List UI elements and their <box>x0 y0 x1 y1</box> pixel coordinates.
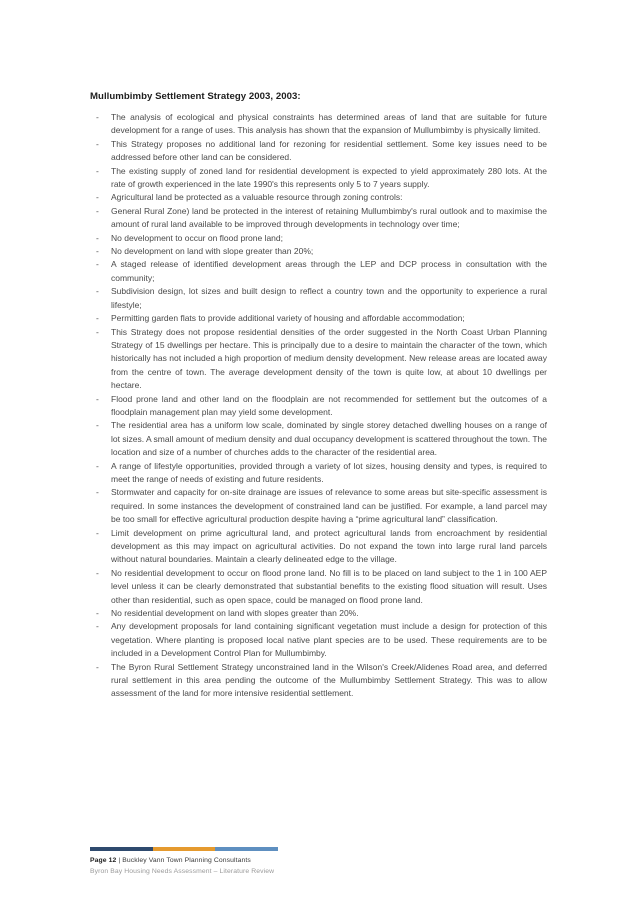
list-item <box>96 486 547 526</box>
list-item-text: The Byron Rural Settlement Strategy unconstrained land in the Wilson's Creek/Alidenes Road area, and deferred rural settlement in this area pending the outcome of the Mullumbimby Settlement Strategy. This was to allow assessment of the land for more intensive residential settlement. <box>111 661 547 699</box>
bullet-dash: - <box>96 567 99 578</box>
page-number: Page 12 <box>90 857 117 864</box>
bullet-dash: - <box>96 205 99 216</box>
bullet-dash: - <box>96 246 99 257</box>
list-item <box>96 205 547 232</box>
list-item <box>96 326 547 393</box>
footer-separator: | <box>116 857 123 864</box>
footer-page-info <box>90 857 251 864</box>
bullet-dash: - <box>96 112 99 122</box>
bullet-dash: - <box>96 608 99 619</box>
list-item <box>96 138 547 165</box>
list-item-text: Permitting garden flats to provide additional variety of housing and affordable accommodation; <box>111 313 465 324</box>
list-item <box>96 620 547 660</box>
bullet-dash: - <box>96 192 99 203</box>
bullet-dash: - <box>96 621 99 632</box>
list-item <box>96 393 547 420</box>
footer-bar-orange-segment <box>153 847 216 851</box>
bullet-dash: - <box>96 232 99 243</box>
strategy-bullet-list <box>96 111 547 701</box>
bullet-dash: - <box>96 286 99 297</box>
list-item-text: Stormwater and capacity for on-site drainage are issues of relevance to some areas but site-specific assessment is required. In some instances the development of constrained land can be justified. For example, a land parcel may be too small for effective agricultural production despite having a “prime agricultural land” classification. <box>111 487 547 525</box>
section-heading: Mullumbimby Settlement Strategy 2003, 2003: <box>90 91 301 102</box>
list-item <box>96 245 547 258</box>
bullet-dash: - <box>96 393 99 404</box>
list-item-text: Flood prone land and other land on the floodplain are not recommended for settlement but the outcomes of a floodplain management plan may yield some development. <box>111 393 547 417</box>
list-item <box>96 527 547 567</box>
list-item-text: Limit development on prime agricultural land, and protect agricultural lands from encroachment by residential development as this may impact on agricultural activities. Do not expand the town into large rural land parcels without natural boundaries. Maintain a clearly delineated edge to the village. <box>111 527 547 565</box>
list-item-text: No residential development to occur on flood prone land. No fill is to be placed on land subject to the 1 in 100 AEP level unless it can be clearly demonstrated that substantial benefits to the existing flood situation will result. Uses other than residential, such as open space, could be managed on flood prone land. <box>111 567 547 605</box>
list-item <box>96 165 547 192</box>
bullet-dash: - <box>96 138 99 149</box>
list-item <box>96 567 547 607</box>
bullet-dash: - <box>96 420 99 431</box>
list-item <box>96 258 547 285</box>
document-title: Byron Bay Housing Needs Assessment – Literature Review <box>90 868 275 875</box>
list-item-text: Any development proposals for land containing significant vegetation must include a design for protection of this vegetation. Where planting is proposed local native plant species are to be used. These requirements are to be included in a Development Control Plan for Mullumbimby. <box>111 621 547 659</box>
list-item-text: The existing supply of zoned land for residential development is expected to yield approximately 280 lots. At the rate of growth experienced in the late 1990's this represents only 5 to 7 years supply. <box>111 165 547 190</box>
list-item-text: No residential development on land with slopes greater than 20%. <box>111 608 359 619</box>
bullet-dash: - <box>96 460 99 471</box>
bullet-dash: - <box>96 527 99 538</box>
list-item <box>96 312 547 325</box>
list-item-text: No development on land with slope greater than 20%; <box>111 246 314 257</box>
company-name: Buckley Vann Town Planning Consultants <box>122 857 251 864</box>
list-item-text: A staged release of identified development areas through the LEP and DCP process in consultation with the community; <box>111 259 547 283</box>
list-item-text: General Rural Zone) land be protected in the interest of retaining Mullumbimby's rural outlook and to maximise the amount of rural land available to be improved through developments in technology over time; <box>111 205 547 230</box>
list-item-text: The residential area has a uniform low scale, dominated by single storey detached dwelling houses on a range of lot sizes. A small amount of medium density and dual occupancy development is scattered throughout the town. The location and size of a number of churches adds to the character of the residential area. <box>111 420 547 458</box>
footer-color-bar <box>90 847 278 851</box>
bullet-dash: - <box>96 326 99 337</box>
list-item-text: No development to occur on flood prone land; <box>111 232 284 243</box>
footer-bar-light-blue-segment <box>215 847 278 851</box>
list-item <box>96 607 547 620</box>
list-item <box>96 191 547 204</box>
footer-bar-blue-segment <box>90 847 153 851</box>
list-item <box>96 460 547 487</box>
list-item-text: Agricultural land be protected as a valuable resource through zoning controls: <box>111 192 403 203</box>
bullet-dash: - <box>96 313 99 324</box>
bullet-dash: - <box>96 165 99 176</box>
list-item <box>96 111 547 138</box>
list-item <box>96 285 547 312</box>
list-item-text: The analysis of ecological and physical constraints has determined areas of land that are suitable for future development for a range of uses. This analysis has shown that the expansion of Mullumbimby is physically limited. <box>111 112 547 136</box>
bullet-dash: - <box>96 487 99 498</box>
bullet-dash: - <box>96 661 99 672</box>
bullet-dash: - <box>96 259 99 270</box>
list-item-text: This Strategy does not propose residential densities of the order suggested in the North Coast Urban Planning Strategy of 15 dwellings per hectare. This is principally due to a desire to maintain the character of the town, which historically has not included a high proportion of medium density development. New release areas are located away from the centre of town. The average development density of the town is quite low, at about 10 dwellings per hectare. <box>111 326 547 391</box>
list-item-text: Subdivision design, lot sizes and built design to reflect a country town and the opportunity to experience a rural lifestyle; <box>111 286 547 310</box>
list-item <box>96 419 547 459</box>
list-item-text: A range of lifestyle opportunities, provided through a variety of lot sizes, housing density and types, is required to meet the range of needs of existing and future residents. <box>111 460 547 484</box>
list-item <box>96 661 547 701</box>
list-item <box>96 232 547 245</box>
list-item-text: This Strategy proposes no additional land for rezoning for residential settlement. Some key issues need to be addressed before other land can be considered. <box>111 138 547 163</box>
